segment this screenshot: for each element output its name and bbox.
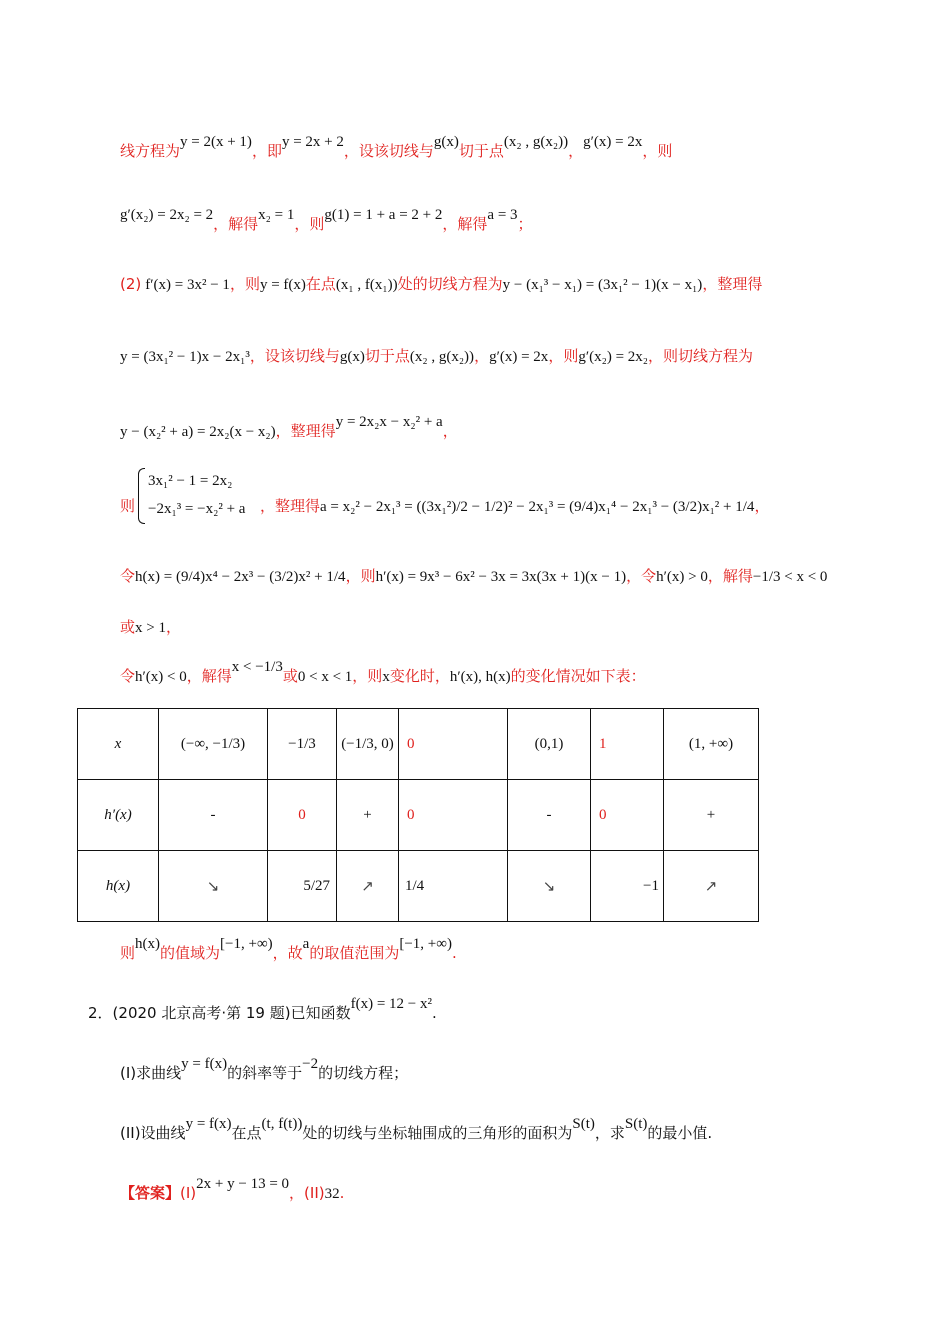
increase-arrow-icon: ↗	[704, 878, 718, 895]
table-cell: −1/3	[288, 735, 316, 752]
text: ，	[474, 347, 490, 365]
formula: h(x) = (9/4)x⁴ − 2x³ − (3/2)x² + 1/4	[135, 569, 346, 585]
table-cell: 1/4	[405, 877, 425, 894]
formula: g′(x) = 2x	[583, 134, 643, 150]
table-cell: 0	[407, 735, 415, 752]
table-cell: 0	[599, 806, 607, 823]
table-row	[78, 709, 759, 780]
text: 令	[120, 567, 136, 585]
question-2	[88, 996, 437, 1025]
text: 或	[120, 618, 136, 636]
formula: g′(x) = 2x	[489, 349, 549, 365]
text: 或	[282, 667, 298, 685]
answer-line	[120, 1176, 345, 1205]
formula: y = 2x + 2	[281, 134, 344, 150]
text: ，令	[626, 567, 657, 585]
text: 的斜率等于	[227, 1064, 303, 1082]
text: ，则	[294, 215, 325, 233]
text: 令	[120, 667, 136, 685]
text: ，解得	[442, 215, 488, 233]
text: ，解得	[213, 215, 259, 233]
formula: y = 2(x + 1)	[180, 134, 252, 150]
system-equation-2: −2x₁³ = −x₂² + a	[148, 501, 246, 517]
text: 的最小值.	[647, 1124, 713, 1142]
solution-line-6	[120, 495, 135, 518]
text: (II)设曲线	[120, 1124, 186, 1142]
question-2-part-2	[120, 1116, 713, 1145]
text: ，整理得	[275, 422, 336, 440]
text: (I)	[180, 1184, 197, 1202]
formula: 32	[324, 1186, 340, 1202]
system-equation-1: 3x₁² − 1 = 2x₂	[148, 473, 233, 489]
text: ，	[165, 618, 181, 636]
text: ，则	[352, 667, 383, 685]
table-cell: -	[210, 806, 216, 823]
solution-line-7	[120, 565, 827, 588]
table-cell: (−∞, −1/3)	[180, 735, 246, 752]
formula: h′(x), h(x)	[449, 669, 511, 685]
formula: x > 1	[135, 620, 166, 636]
solution-line-3	[120, 273, 762, 296]
text: 线方程为	[120, 142, 181, 160]
formula: y − (x₂² + a) = 2x₂(x − x₂)	[120, 424, 276, 440]
text: ，即	[251, 142, 282, 160]
formula: (x₂ , g(x₂))	[409, 349, 475, 365]
formula: x	[382, 669, 390, 685]
table-cell: h′(x)	[104, 806, 132, 823]
text: 切于点	[458, 142, 504, 160]
text: .	[451, 944, 457, 962]
formula: (x₂ , g(x₂))	[503, 134, 569, 150]
formula: g′(x₂) = 2x₂	[578, 349, 649, 365]
text: ，解得	[186, 667, 232, 685]
formula: S(t)	[624, 1116, 648, 1132]
text: ，整理得	[702, 275, 763, 293]
solution-line-8	[120, 616, 181, 639]
text: ；	[517, 215, 533, 233]
table-cell: 0	[407, 806, 415, 823]
formula: −2	[302, 1056, 319, 1072]
table-cell: x	[114, 735, 122, 752]
text: ，则切线方程为	[648, 347, 754, 365]
table-cell: −1	[643, 877, 659, 894]
text: 处的切线与坐标轴围成的三角形的面积为	[302, 1124, 573, 1142]
formula: x < −1/3	[231, 659, 283, 675]
table-row	[78, 851, 759, 922]
text: ，则	[642, 142, 673, 160]
formula: (x₁ , f(x₁))	[335, 277, 398, 293]
text: 则	[120, 944, 136, 962]
variation-table	[77, 708, 759, 922]
system-brace	[138, 468, 145, 524]
decrease-arrow-icon: ↘	[542, 878, 556, 895]
text: ，设该切线与	[343, 142, 434, 160]
text: ，则	[548, 347, 579, 365]
text: (2)	[120, 275, 142, 293]
solution-line-4	[120, 345, 753, 368]
text: 变化时，	[389, 667, 450, 685]
question-2-part-1	[120, 1056, 409, 1085]
solution-line-1	[120, 134, 673, 163]
text: ，解得	[707, 567, 753, 585]
decrease-arrow-icon: ↘	[206, 878, 220, 895]
formula: 2x + y − 13 = 0	[196, 1176, 290, 1192]
table-cell: (−1/3, 0)	[341, 735, 394, 752]
text: 处的切线方程为	[397, 275, 503, 293]
formula: h′(x) > 0	[656, 569, 708, 585]
table-cell: +	[706, 806, 716, 823]
formula: y = 2x₂x − x₂² + a	[335, 414, 443, 430]
table-row	[78, 780, 759, 851]
formula: 0 < x < 1	[297, 669, 353, 685]
formula: −1/3 < x < 0	[752, 569, 828, 585]
formula: y = f(x)	[259, 277, 306, 293]
formula: g(1) = 1 + a = 2 + 2	[324, 207, 443, 223]
text: ，故	[272, 944, 303, 962]
solution-line-2	[120, 207, 533, 236]
formula: [−1, +∞)	[220, 936, 273, 952]
solution-line-10	[120, 936, 457, 965]
text: ，	[442, 422, 458, 440]
answer-label: 【答案】	[120, 1184, 181, 1202]
text: 的值域为	[160, 944, 221, 962]
text: 的取值范围为	[309, 944, 400, 962]
text: 的变化情况如下表：	[510, 667, 646, 685]
formula: x₂ = 1	[258, 207, 295, 223]
formula: h′(x) = 9x³ − 6x² − 3x = 3x(3x + 1)(x − 1)	[375, 569, 627, 585]
text: ，则	[345, 567, 376, 585]
formula: a = 3	[487, 207, 518, 223]
table-cell: h(x)	[105, 877, 131, 894]
table-cell: (1, +∞)	[688, 735, 734, 752]
formula: S(t)	[572, 1116, 595, 1132]
formula: [−1, +∞)	[399, 936, 452, 952]
formula: f′(x) = 3x² − 1	[145, 277, 230, 293]
text: ，	[754, 497, 770, 515]
text: 则	[120, 497, 136, 515]
formula: y − (x₁³ − x₁) = (3x₁² − 1)(x − x₁)	[502, 277, 703, 293]
table-cell: 1	[599, 735, 607, 752]
formula: g(x)	[339, 349, 365, 365]
text: ，	[568, 142, 584, 160]
text: ，整理得	[260, 497, 321, 515]
text: ，(II)	[289, 1184, 325, 1202]
text: .	[432, 1004, 437, 1022]
question-stem: 2．(2020 北京高考·第 19 题)已知函数	[88, 1004, 351, 1022]
formula: g′(x₂) = 2x₂ = 2	[120, 207, 214, 223]
solution-line-9	[120, 659, 646, 688]
text: ，则	[229, 275, 260, 293]
formula: y = f(x)	[181, 1056, 228, 1072]
formula: y = f(x)	[185, 1116, 232, 1132]
formula: f(x) = 12 − x²	[350, 996, 432, 1012]
text: 的切线方程；	[318, 1064, 409, 1082]
text: 切于点	[364, 347, 410, 365]
formula: a = x₂² − 2x₁³ = ((3x₁²)/2 − 1/2)² − 2x₁³ = (9/4)x₁⁴ − 2x₁³ − (3/2)x₁² + 1/4	[320, 499, 755, 515]
formula: h(x)	[135, 936, 161, 952]
formula: g(x)	[433, 134, 459, 150]
text: 在点	[305, 275, 336, 293]
formula: (t, f(t))	[261, 1116, 303, 1132]
table-cell: 0	[298, 806, 306, 823]
text: (I)求曲线	[120, 1064, 182, 1082]
text: 在点	[231, 1124, 262, 1142]
increase-arrow-icon: ↗	[361, 878, 374, 895]
table-cell: (0,1)	[534, 735, 564, 752]
formula: a	[302, 936, 310, 952]
formula: h′(x) < 0	[135, 669, 187, 685]
table-cell: -	[546, 806, 552, 823]
text: ，设该切线与	[249, 347, 340, 365]
table-cell: 5/27	[303, 877, 330, 894]
formula: y = (3x₁² − 1)x − 2x₁³	[120, 349, 250, 365]
solution-line-5	[120, 414, 458, 443]
table-cell: +	[363, 806, 372, 823]
text: .	[339, 1184, 345, 1202]
solution-line-6-rest	[260, 495, 769, 518]
text: ，求	[594, 1124, 625, 1142]
